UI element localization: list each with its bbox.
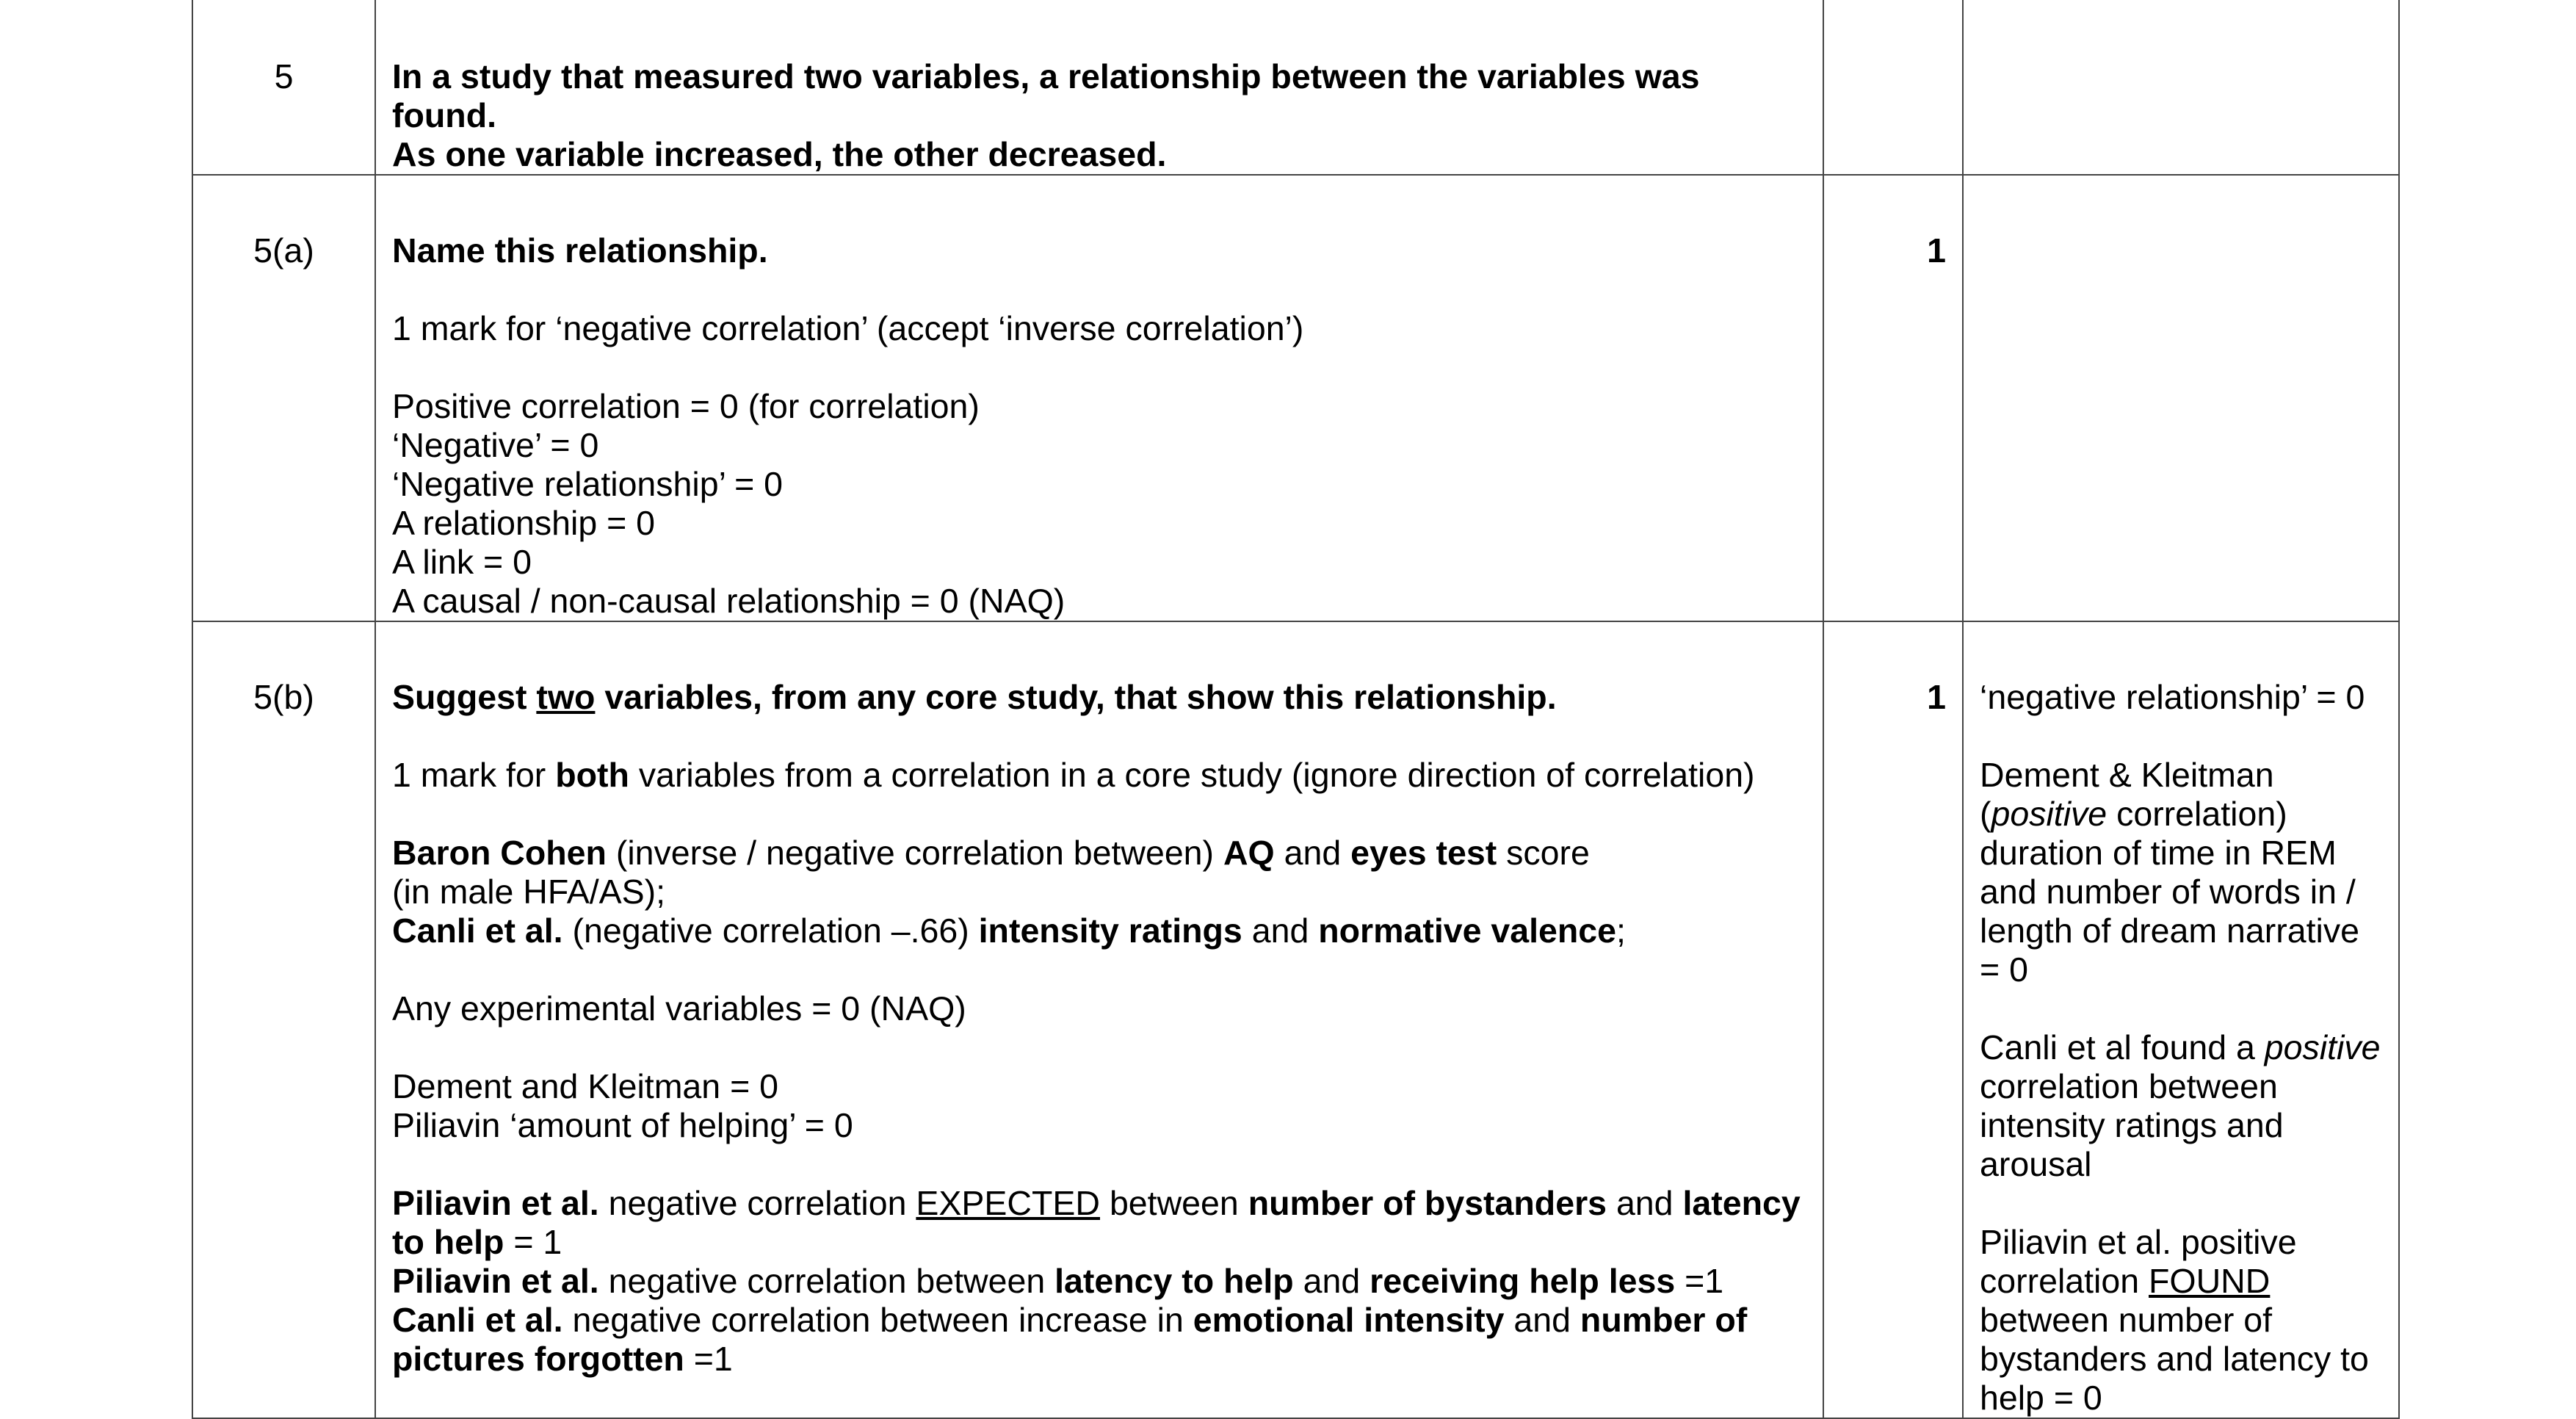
marks-value: 1 [1927, 678, 1946, 716]
guidance-line: Dement & Kleitman [1980, 756, 2274, 794]
table-row-q5 [192, 0, 2399, 175]
guidance-content [1964, 622, 2398, 1418]
answer-line: Canli et al. (negative correlation –.66) intensity ratings and normative valence; [392, 911, 1626, 950]
guidance-line: ‘negative relationship’ = 0 [1980, 678, 2365, 716]
table-row-q5a [192, 175, 2399, 621]
question-text: Suggest two variables, from any core study, that show this relationship. [392, 678, 1557, 716]
answer-line: A relationship = 0 [392, 504, 656, 542]
guidance-line: help = 0 [1980, 1379, 2102, 1417]
guidance-cell [1963, 175, 2399, 621]
guidance-line: Piliavin et al. positive [1980, 1223, 2297, 1261]
answer-line: Any experimental variables = 0 (NAQ) [392, 989, 966, 1028]
answer-line: ‘Negative relationship’ = 0 [392, 465, 784, 503]
answer-line: to help = 1 [392, 1223, 562, 1261]
question-stem [376, 0, 1823, 174]
guidance-cell [1963, 621, 2399, 1418]
question-number: 5(a) [253, 231, 314, 270]
marks-value: 1 [1927, 231, 1946, 270]
answer-line: Piliavin ‘amount of helping’ = 0 [392, 1106, 853, 1144]
answer-line: Canli et al. negative correlation between increase in emotional intensity and number of [392, 1301, 1748, 1339]
guidance-line: and number of words in / [1980, 873, 2356, 911]
answer-content [376, 622, 1823, 1379]
guidance-line: bystanders and latency to [1980, 1340, 2369, 1378]
question-number-cell [192, 0, 375, 175]
guidance-line: intensity ratings and [1980, 1106, 2284, 1144]
answer-line: 1 mark for both variables from a correlation in a core study (ignore direction of correlation) [392, 756, 1755, 794]
answer-line: Piliavin et al. negative correlation EXPECTED between number of bystanders and latency [392, 1184, 1801, 1222]
guidance-line: length of dream narrative [1980, 911, 2359, 950]
question-number: 5(b) [253, 678, 314, 716]
mark-scheme-table [192, 0, 2400, 1419]
guidance-line: duration of time in REM [1980, 834, 2337, 872]
answer-line: pictures forgotten =1 [392, 1340, 733, 1378]
answer-line: A link = 0 [392, 543, 532, 581]
answer-cell [375, 175, 1823, 621]
guidance-line: correlation between [1980, 1067, 2278, 1105]
stem-line-2: As one variable increased, the other decreased. [392, 135, 1167, 173]
table-row-q5b [192, 621, 2399, 1418]
answer-line: Dement and Kleitman = 0 [392, 1067, 779, 1105]
question-number-cell [192, 621, 375, 1418]
answer-line: 1 mark for ‘negative correlation’ (accept ‘inverse correlation’) [392, 309, 1304, 347]
guidance-line: correlation FOUND [1980, 1262, 2271, 1300]
answer-line: Baron Cohen (inverse / negative correlation between) AQ and eyes test score [392, 834, 1590, 872]
marks-cell [1823, 621, 1963, 1418]
guidance-line: (positive correlation) [1980, 795, 2287, 833]
stem-line-1: In a study that measured two variables, a relationship between the variables was found. [392, 57, 1700, 134]
answer-line: A causal / non-causal relationship = 0 (NAQ) [392, 582, 1066, 620]
guidance-line: arousal [1980, 1145, 2092, 1183]
marks-cell [1823, 0, 1963, 175]
answer-line: (in male HFA/AS); [392, 873, 666, 911]
question-number-cell [192, 175, 375, 621]
guidance-line: Canli et al found a positive [1980, 1028, 2381, 1066]
answer-line: Positive correlation = 0 (for correlation) [392, 387, 980, 425]
question-text: Name this relationship. [392, 231, 768, 270]
guidance-line: = 0 [1980, 950, 2028, 989]
guidance-line: between number of [1980, 1301, 2273, 1339]
answer-line: Piliavin et al. negative correlation between latency to help and receiving help less =1 [392, 1262, 1724, 1300]
answer-content [376, 176, 1823, 621]
question-number: 5 [274, 57, 294, 95]
guidance-cell [1963, 0, 2399, 175]
answer-cell [375, 621, 1823, 1418]
answer-line: ‘Negative’ = 0 [392, 426, 599, 464]
marks-cell [1823, 175, 1963, 621]
question-text-cell [375, 0, 1823, 175]
